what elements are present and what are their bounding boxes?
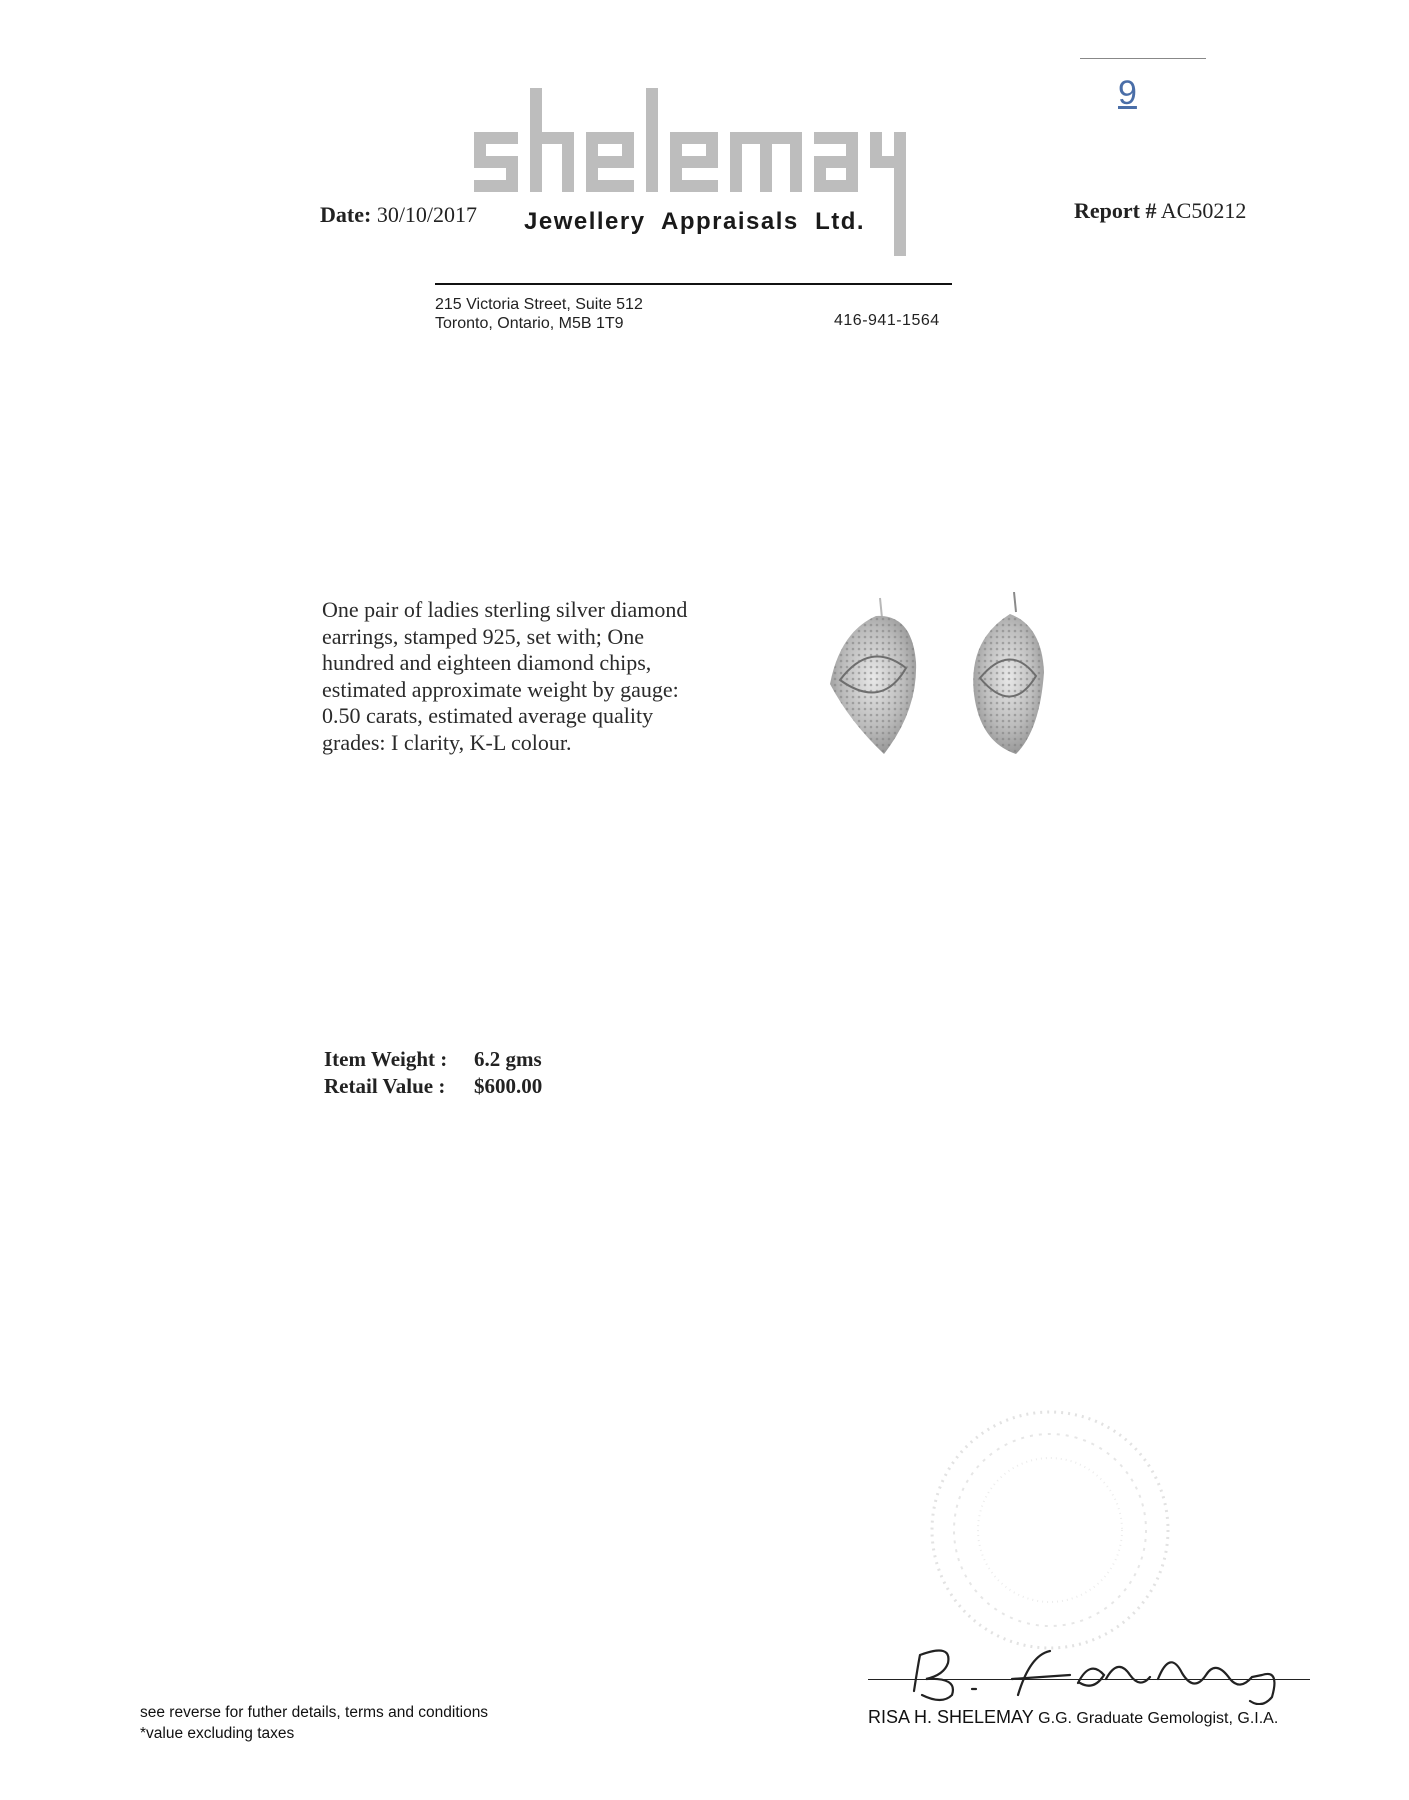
company-name: Jewellery Appraisals Ltd. xyxy=(524,208,866,235)
company-address xyxy=(435,295,643,333)
company-phone: 416-941-1564 xyxy=(834,312,940,329)
page-number-rule xyxy=(1080,58,1206,59)
description-line: estimated approximate weight by gauge: xyxy=(322,676,679,702)
item-weight-value: 6.2 gms xyxy=(474,1047,542,1071)
report-number xyxy=(1074,198,1246,224)
signatory-title: G.G. Graduate Gemologist, G.I.A. xyxy=(1038,1710,1279,1727)
tax-note: *value excluding taxes xyxy=(140,1725,295,1742)
footer-notes xyxy=(140,1702,488,1744)
date-label: Date: xyxy=(320,202,372,227)
description-line: grades: I clarity, K-L colour. xyxy=(322,729,572,755)
description-line: One pair of ladies sterling silver diamond xyxy=(322,597,688,622)
retail-value-label: Retail Value : xyxy=(324,1074,446,1098)
address-line-1: 215 Victoria Street, Suite 512 xyxy=(435,296,643,313)
signature-line xyxy=(868,1679,1310,1680)
signatory-name: RISA H. SHELEMAY xyxy=(868,1707,1034,1727)
description-line: hundred and eighteen diamond chips, xyxy=(322,650,652,676)
description-line: 0.50 carats, estimated average quality xyxy=(322,703,654,729)
item-specs xyxy=(324,1046,542,1100)
embossed-seal xyxy=(920,1400,1180,1660)
description-line: earrings, stamped 925, set with; One xyxy=(322,623,644,649)
retail-value-row xyxy=(324,1073,542,1100)
item-description xyxy=(322,597,762,757)
item-weight-label: Item Weight : xyxy=(324,1047,448,1071)
retail-value-amount: $600.00 xyxy=(474,1074,543,1098)
report-label: Report # xyxy=(1074,198,1157,223)
signatory xyxy=(868,1707,1278,1728)
date-value: 30/10/2017 xyxy=(376,202,478,227)
header-rule xyxy=(435,283,952,285)
earrings-photo xyxy=(820,592,1050,760)
report-number-value: AC50212 xyxy=(1160,198,1247,223)
item-weight-row xyxy=(324,1046,542,1073)
page-number: 9 xyxy=(1118,74,1137,112)
signature xyxy=(900,1635,1325,1705)
address-line-2: Toronto, Ontario, M5B 1T9 xyxy=(435,315,624,332)
report-date xyxy=(320,202,477,228)
terms-note: see reverse for futher details, terms and conditions xyxy=(140,1704,489,1721)
